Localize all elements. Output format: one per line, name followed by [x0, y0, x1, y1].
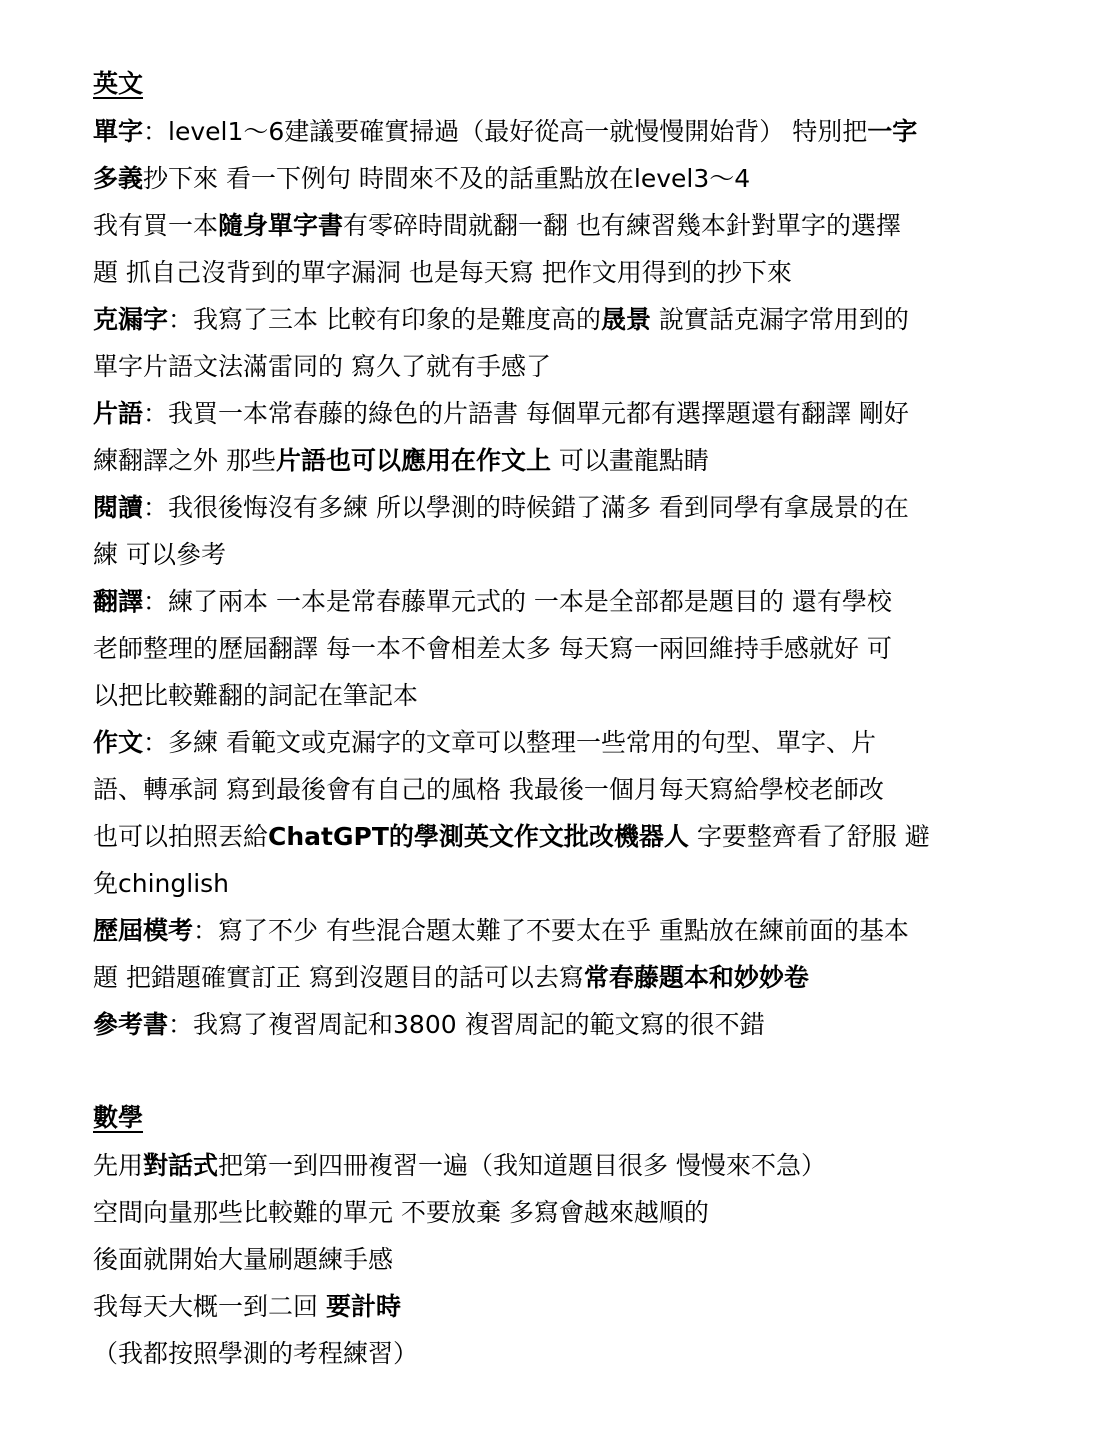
essay-line-4: 免chinglish: [93, 869, 230, 898]
reading-label: 閱讀: [93, 493, 144, 522]
vocab-line-2: 多義抄下來 看一下例句 時間來不及的話重點放在level3～4: [93, 164, 751, 193]
math-line-5: （我都按照學測的考程練習）: [93, 1339, 419, 1368]
vocab-line-3: 我有買一本隨身單字書有零碎時間就翻一翻 也有練習幾本針對單字的選擇: [93, 211, 901, 240]
reference-line-1: 參考書：我寫了複習周記和3800 複習周記的範文寫的很不錯: [93, 1010, 765, 1039]
document-page: [93, 60, 1003, 1377]
math-line-4: 我每天大概一到二回 要計時: [93, 1292, 401, 1321]
vocab-line-4: 題 抓自己沒背到的單字漏洞 也是每天寫 把作文用得到的抄下來: [93, 258, 792, 287]
reference-label: 參考書: [93, 1010, 169, 1039]
translation-line-3: 以把比較難翻的詞記在筆記本: [93, 681, 419, 710]
vocab-line-1: 單字：level1～6建議要確實掃過（最好從高一就慢慢開始背） 特別把一字: [93, 117, 918, 146]
math-heading: 數學: [93, 1103, 144, 1132]
math-line-1: 先用對話式把第一到四冊複習一遍（我知道題目很多 慢慢來不急）: [93, 1151, 826, 1180]
cloze-line-2: 單字片語文法滿雷同的 寫久了就有手感了: [93, 352, 551, 381]
essay-label: 作文: [93, 728, 144, 757]
past-exams-line-2: 題 把錯題確實訂正 寫到沒題目的話可以去寫常春藤題本和妙妙卷: [93, 963, 809, 992]
phrase-line-2: 練翻譯之外 那些片語也可以應用在作文上 可以畫龍點睛: [93, 446, 709, 475]
reading-line-1: 閱讀：我很後悔沒有多練 所以學測的時候錯了滿多 看到同學有拿晟景的在: [93, 493, 909, 522]
translation-line-2: 老師整理的歷屆翻譯 每一本不會相差太多 每天寫一兩回維持手感就好 可: [93, 634, 892, 663]
past-exams-label: 歷屆模考: [93, 916, 194, 945]
vocab-label: 單字: [93, 117, 144, 146]
section-gap: [93, 1048, 1003, 1094]
translation-line-1: 翻譯：練了兩本 一本是常春藤單元式的 一本是全部都是題目的 還有學校: [93, 587, 892, 616]
english-heading: 英文: [93, 69, 144, 98]
past-exams-line-1: 歷屆模考：寫了不少 有些混合題太難了不要太在乎 重點放在練前面的基本: [93, 916, 909, 945]
reading-line-2: 練 可以參考: [93, 540, 226, 569]
math-line-3: 後面就開始大量刷題練手感: [93, 1245, 394, 1274]
cloze-line-1: 克漏字：我寫了三本 比較有印象的是難度高的晟景 說實話克漏字常用到的: [93, 305, 909, 334]
phrase-line-1: 片語：我買一本常春藤的綠色的片語書 每個單元都有選擇題還有翻譯 剛好: [93, 399, 909, 428]
essay-line-3: 也可以拍照丟給ChatGPT的學測英文作文批改機器人 字要整齊看了舒服 避: [93, 822, 930, 851]
essay-line-2: 語、轉承詞 寫到最後會有自己的風格 我最後一個月每天寫給學校老師改: [93, 775, 884, 804]
phrase-label: 片語: [93, 399, 144, 428]
essay-line-1: 作文：多練 看範文或克漏字的文章可以整理一些常用的句型、單字、片: [93, 728, 876, 757]
cloze-label: 克漏字: [93, 305, 169, 334]
math-line-2: 空間向量那些比較難的單元 不要放棄 多寫會越來越順的: [93, 1198, 709, 1227]
translation-label: 翻譯: [93, 587, 144, 616]
